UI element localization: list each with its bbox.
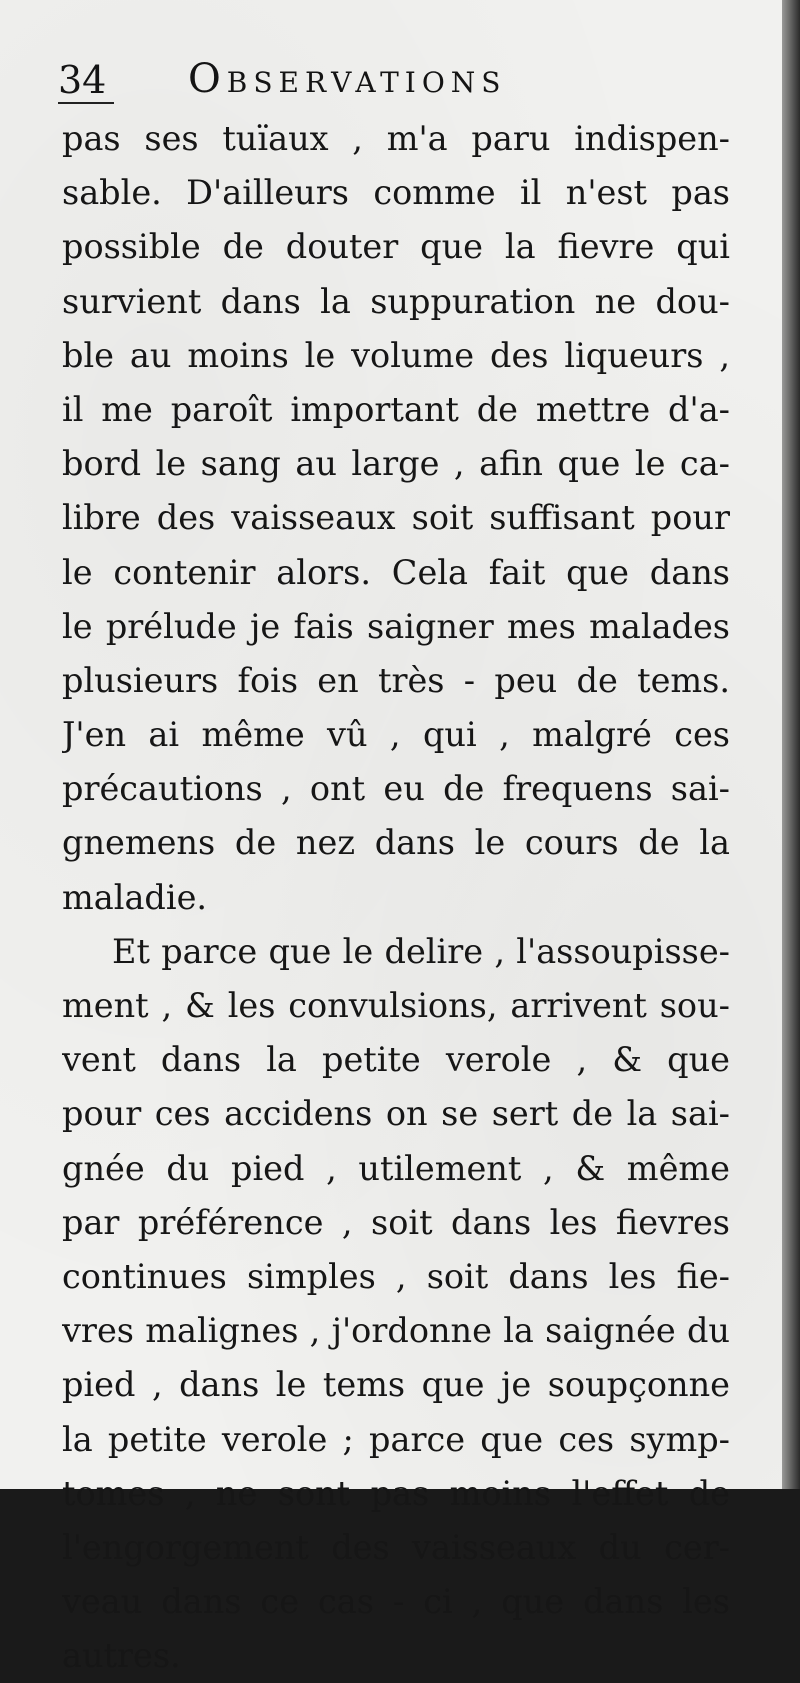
page-number: 34 (58, 58, 114, 104)
paragraph-1 (62, 112, 730, 925)
text-line: veau dans ce cas - ci , que dans les (62, 1582, 730, 1622)
text-line: bord le sang au large , afin que le ca- (62, 444, 730, 484)
text-line: gnemens de nez dans le cours de la (62, 823, 730, 863)
text-line: la petite verole ; parce que ces symp- (62, 1419, 730, 1459)
text-line: Et parce que le delire , l'assoupisse- (112, 931, 730, 971)
text-line: vres malignes , j'ordonne la saignée du (62, 1311, 730, 1351)
text-line: vent dans la petite verole , & que (62, 1040, 730, 1080)
text-line: l'engorgement des vaisseaux du cer- (62, 1527, 730, 1567)
running-head: Observations (188, 56, 507, 102)
text-line: le prélude je fais saigner mes malades (62, 606, 730, 646)
text-line: survient dans la suppuration ne dou- (62, 281, 730, 321)
text-line: continues simples , soit dans les fie- (62, 1256, 730, 1296)
text-line: autres. (62, 1636, 181, 1676)
text-line: gnée du pied , utilement , & même (62, 1148, 730, 1188)
text-line: le contenir alors. Cela fait que dans (62, 552, 730, 592)
text-line: possible de douter que la fievre qui (62, 227, 730, 267)
text-line: J'en ai même vû , qui , malgré ces (62, 715, 730, 755)
body-text (62, 112, 730, 1683)
text-line: par préférence , soit dans les fievres (62, 1202, 730, 1242)
text-line: tomes , ne sont pas moins l'effet de (62, 1473, 730, 1513)
paragraph-2 (62, 925, 730, 1683)
page-header (58, 50, 738, 106)
text-line: maladie. (62, 877, 208, 917)
text-line: pas ses tuïaux , m'a paru indispen- (62, 119, 730, 158)
text-line: libre des vaisseaux soit suffisant pour (62, 498, 730, 538)
text-line: il me paroît important de mettre d'a- (62, 389, 730, 429)
page-edge-shadow (782, 0, 800, 1489)
text-line: pied , dans le tems que je soupçonne (62, 1365, 730, 1405)
text-line: plusieurs fois en très - peu de tems. (62, 660, 730, 700)
text-line: ble au moins le volume des liqueurs , (62, 335, 730, 375)
text-line: ment , & les convulsions, arrivent sou- (62, 986, 730, 1025)
text-line: sable. D'ailleurs comme il n'est pas (62, 173, 730, 213)
text-line: pour ces accidens on se sert de la sai- (62, 1094, 730, 1134)
text-line: précautions , ont eu de frequens sai- (62, 769, 730, 809)
